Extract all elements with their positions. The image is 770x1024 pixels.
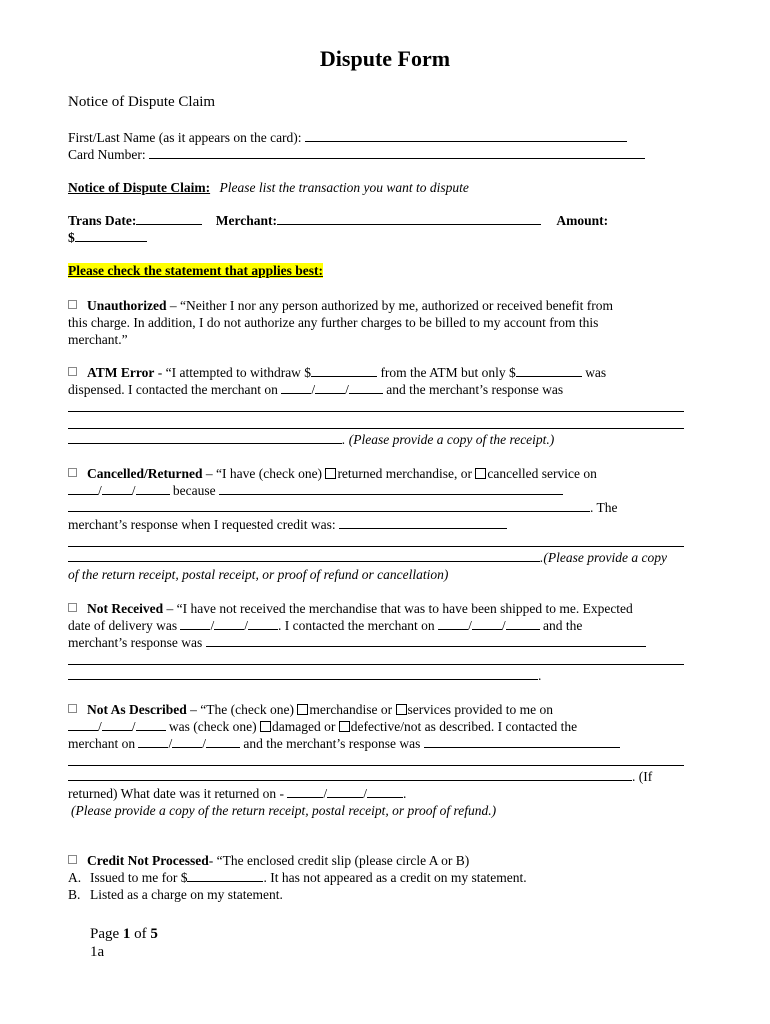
atm-checkbox[interactable] bbox=[68, 367, 77, 376]
returned-merchandise-label: returned merchandise, or bbox=[337, 466, 473, 481]
not-described-note: (Please provide a copy of the return receipt, postal receipt, or proof of refund.) bbox=[71, 803, 497, 818]
atm-date-month-field[interactable] bbox=[281, 381, 311, 394]
not-received-text-2: date of delivery was bbox=[68, 618, 178, 633]
not-described-line-1 bbox=[68, 701, 553, 718]
atm-text-5: and the merchant’s response was bbox=[386, 382, 564, 397]
page-title: Dispute Form bbox=[319, 46, 451, 71]
cancelled-line-2: / / because bbox=[68, 482, 563, 499]
name-row bbox=[68, 129, 627, 146]
cancelled-text-4: merchant’s response when I requested credit was: bbox=[68, 517, 336, 532]
unauthorized-line-2: this charge. In addition, I do not authorize any further charges to be billed to my account from this bbox=[68, 315, 599, 330]
atm-response-line-2[interactable] bbox=[68, 428, 684, 429]
cancelled-service-checkbox[interactable] bbox=[475, 468, 486, 479]
not-received-line-2: date of delivery was / / . I contacted the merchant on / / and the bbox=[68, 618, 583, 633]
unauthorized-checkbox[interactable] bbox=[68, 300, 77, 309]
not-received-line-1 bbox=[68, 600, 633, 617]
card-label: Card Number: bbox=[68, 147, 146, 162]
provided-date-day-field[interactable] bbox=[102, 718, 132, 731]
atm-receipt-note: . (Please provide a copy of the receipt.) bbox=[342, 432, 555, 447]
unauthorized-title: Unauthorized bbox=[87, 298, 167, 313]
credit-title: Credit Not Processed bbox=[87, 853, 209, 868]
delivery-date-year-field[interactable] bbox=[248, 617, 278, 630]
services-label: services provided to me on bbox=[407, 702, 554, 717]
not-described-checkbox[interactable] bbox=[68, 704, 77, 713]
credit-option-a bbox=[68, 869, 527, 886]
atm-withdraw-amount-field[interactable] bbox=[311, 364, 377, 377]
not-described-text-1: – “The (check one) bbox=[190, 702, 294, 717]
cancelled-title: Cancelled/Returned bbox=[87, 466, 203, 481]
cancelled-reason-field[interactable] bbox=[219, 482, 563, 495]
name-field[interactable] bbox=[305, 129, 627, 142]
merchant-field[interactable] bbox=[277, 212, 541, 225]
amount-row bbox=[68, 229, 147, 246]
page-current: 1 bbox=[122, 926, 131, 942]
not-received-checkbox[interactable] bbox=[68, 603, 77, 612]
not-received-text-3: . I contacted the merchant on bbox=[278, 618, 435, 633]
atm-line-2: dispensed. I contacted the merchant on / / and the merchant’s response was bbox=[68, 382, 564, 397]
cancelled-checkbox[interactable] bbox=[68, 468, 77, 477]
contact-date-year-field[interactable] bbox=[506, 617, 540, 630]
defective-checkbox[interactable] bbox=[339, 721, 350, 732]
cancelled-text-3: . The bbox=[590, 500, 618, 515]
notice-instruction: Please list the transaction you want to dispute bbox=[219, 180, 469, 195]
check-heading: Please check the statement that applies best: bbox=[68, 263, 323, 278]
not-received-response-field-2[interactable] bbox=[68, 667, 538, 680]
option-a-text-2: . It has not appeared as a credit on my statement. bbox=[263, 870, 527, 885]
atm-text-1: - “I attempted to withdraw $ bbox=[157, 365, 312, 380]
atm-line-5 bbox=[68, 431, 554, 448]
provided-date-month-field[interactable] bbox=[68, 718, 98, 731]
card-number-field[interactable] bbox=[149, 146, 645, 159]
transaction-row bbox=[68, 212, 608, 229]
option-b-text: Listed as a charge on my statement. bbox=[90, 887, 283, 902]
not-described-response-field-2[interactable] bbox=[68, 768, 632, 781]
nd-contact-date-month-field[interactable] bbox=[138, 735, 168, 748]
credit-amount-field[interactable] bbox=[187, 869, 263, 882]
merchant-label: Merchant: bbox=[215, 213, 277, 228]
defective-label: defective/not as described. I contacted the bbox=[350, 719, 578, 734]
atm-text-4: dispensed. I contacted the merchant on bbox=[68, 382, 278, 397]
name-label: First/Last Name (as it appears on the card): bbox=[68, 130, 302, 145]
nd-contact-date-year-field[interactable] bbox=[206, 735, 240, 748]
atm-response-field[interactable] bbox=[68, 431, 342, 444]
credit-line-1 bbox=[68, 852, 469, 869]
amount-field[interactable] bbox=[75, 229, 147, 242]
delivery-date-month-field[interactable] bbox=[180, 617, 210, 630]
not-received-text-4: and the bbox=[542, 618, 583, 633]
not-described-text-4: and the merchant’s response was bbox=[243, 736, 421, 751]
cancelled-service-label: cancelled service on bbox=[487, 466, 597, 481]
card-row bbox=[68, 146, 645, 163]
delivery-date-day-field[interactable] bbox=[214, 617, 244, 630]
page-of: of bbox=[134, 926, 147, 942]
not-described-text-2: was (check one) bbox=[168, 719, 257, 734]
cancelled-response-field-2[interactable] bbox=[68, 549, 540, 562]
option-a-text-1: Issued to me for $ bbox=[90, 870, 188, 885]
atm-date-day-field[interactable] bbox=[315, 381, 345, 394]
cancelled-date-year-field[interactable] bbox=[136, 482, 170, 495]
option-b-label: B. bbox=[68, 887, 81, 902]
return-date-year-field[interactable] bbox=[367, 785, 403, 798]
unauthorized-text-1: – “Neither I nor any person authorized by me, authorized or received benefit from bbox=[169, 298, 613, 313]
not-described-text-3: merchant on bbox=[68, 736, 136, 751]
cancelled-note-1: .(Please provide a copy bbox=[540, 550, 667, 565]
cancelled-line-4 bbox=[68, 516, 507, 533]
cancelled-response-line[interactable] bbox=[68, 546, 684, 547]
cancelled-line-6 bbox=[68, 549, 667, 566]
cancelled-reason-field-2[interactable] bbox=[68, 499, 590, 512]
return-date-day-field[interactable] bbox=[327, 785, 363, 798]
contact-date-day-field[interactable] bbox=[472, 617, 502, 630]
not-described-response-line[interactable] bbox=[68, 765, 684, 766]
notice-heading: Notice of Dispute Claim: bbox=[68, 180, 211, 195]
unauthorized-line-3: merchant.” bbox=[68, 332, 128, 347]
atm-response-line-1[interactable] bbox=[68, 411, 684, 412]
not-described-response-field[interactable] bbox=[424, 735, 620, 748]
credit-text-1: - “The enclosed credit slip (please circle A or B) bbox=[208, 853, 470, 868]
not-described-text-5: . (If bbox=[632, 769, 653, 784]
cancelled-text-1: – “I have (check one) bbox=[205, 466, 323, 481]
check-heading-row bbox=[68, 262, 323, 279]
unauthorized-line-1 bbox=[68, 297, 613, 314]
not-received-text-1: – “I have not received the merchandise that was to have been shipped to me. Expected bbox=[166, 601, 633, 616]
return-date-month-field[interactable] bbox=[287, 785, 323, 798]
cancelled-note-2: of the return receipt, postal receipt, or proof of refund or cancellation) bbox=[68, 567, 449, 582]
provided-date-year-field[interactable] bbox=[136, 718, 166, 731]
dollar-sign: $ bbox=[68, 230, 75, 245]
trans-date-field[interactable] bbox=[136, 212, 202, 225]
not-received-text-5: merchant’s response was bbox=[68, 635, 203, 650]
cancelled-response-field[interactable] bbox=[339, 516, 507, 529]
not-described-period: . bbox=[402, 786, 407, 801]
cancelled-because-label: because bbox=[172, 483, 216, 498]
not-described-line-3: merchant on / / and the merchant’s response was bbox=[68, 735, 620, 752]
not-received-line-3 bbox=[68, 634, 646, 651]
not-received-line-5 bbox=[68, 667, 541, 684]
option-a-label: A. bbox=[68, 870, 82, 885]
atm-text-3: was bbox=[585, 365, 607, 380]
not-received-title: Not Received bbox=[87, 601, 164, 616]
amount-label: Amount: bbox=[556, 213, 609, 228]
subtitle: Notice of Dispute Claim bbox=[68, 94, 216, 110]
page-prefix: Page bbox=[90, 926, 120, 942]
trans-date-label: Trans Date: bbox=[68, 213, 137, 228]
merchandise-checkbox[interactable] bbox=[297, 704, 308, 715]
damaged-checkbox[interactable] bbox=[260, 721, 271, 732]
not-described-title: Not As Described bbox=[87, 702, 187, 717]
cancelled-date-day-field[interactable] bbox=[102, 482, 132, 495]
atm-title: ATM Error bbox=[87, 365, 155, 380]
damaged-label: damaged or bbox=[272, 719, 336, 734]
atm-date-year-field[interactable] bbox=[349, 381, 383, 394]
not-described-line-6: returned) What date was it returned on - / / . bbox=[68, 786, 407, 801]
not-received-period: . bbox=[538, 668, 542, 683]
services-checkbox[interactable] bbox=[396, 704, 407, 715]
page-number bbox=[90, 926, 158, 943]
atm-text-2: from the ATM but only $ bbox=[380, 365, 516, 380]
page-total: 5 bbox=[150, 926, 158, 942]
atm-dispensed-amount-field[interactable] bbox=[516, 364, 582, 377]
not-described-line-5 bbox=[68, 768, 652, 785]
returned-merchandise-checkbox[interactable] bbox=[325, 468, 336, 479]
atm-line-1 bbox=[68, 364, 606, 381]
not-described-text-6: returned) What date was it returned on - bbox=[68, 786, 285, 801]
notice-row bbox=[68, 179, 469, 196]
nd-contact-date-day-field[interactable] bbox=[172, 735, 202, 748]
not-received-response-field[interactable] bbox=[206, 634, 646, 647]
cancelled-line-1 bbox=[68, 465, 597, 482]
cancelled-line-3 bbox=[68, 499, 618, 516]
contact-date-month-field[interactable] bbox=[438, 617, 468, 630]
credit-checkbox[interactable] bbox=[68, 855, 77, 864]
not-described-line-2: / / was (check one) damaged or defective/not as described. I contacted the bbox=[68, 718, 577, 735]
credit-option-b bbox=[68, 886, 283, 903]
cancelled-date-month-field[interactable] bbox=[68, 482, 98, 495]
merchandise-label: merchandise or bbox=[309, 702, 393, 717]
form-code: 1a bbox=[90, 944, 105, 960]
not-received-response-line[interactable] bbox=[68, 664, 684, 665]
